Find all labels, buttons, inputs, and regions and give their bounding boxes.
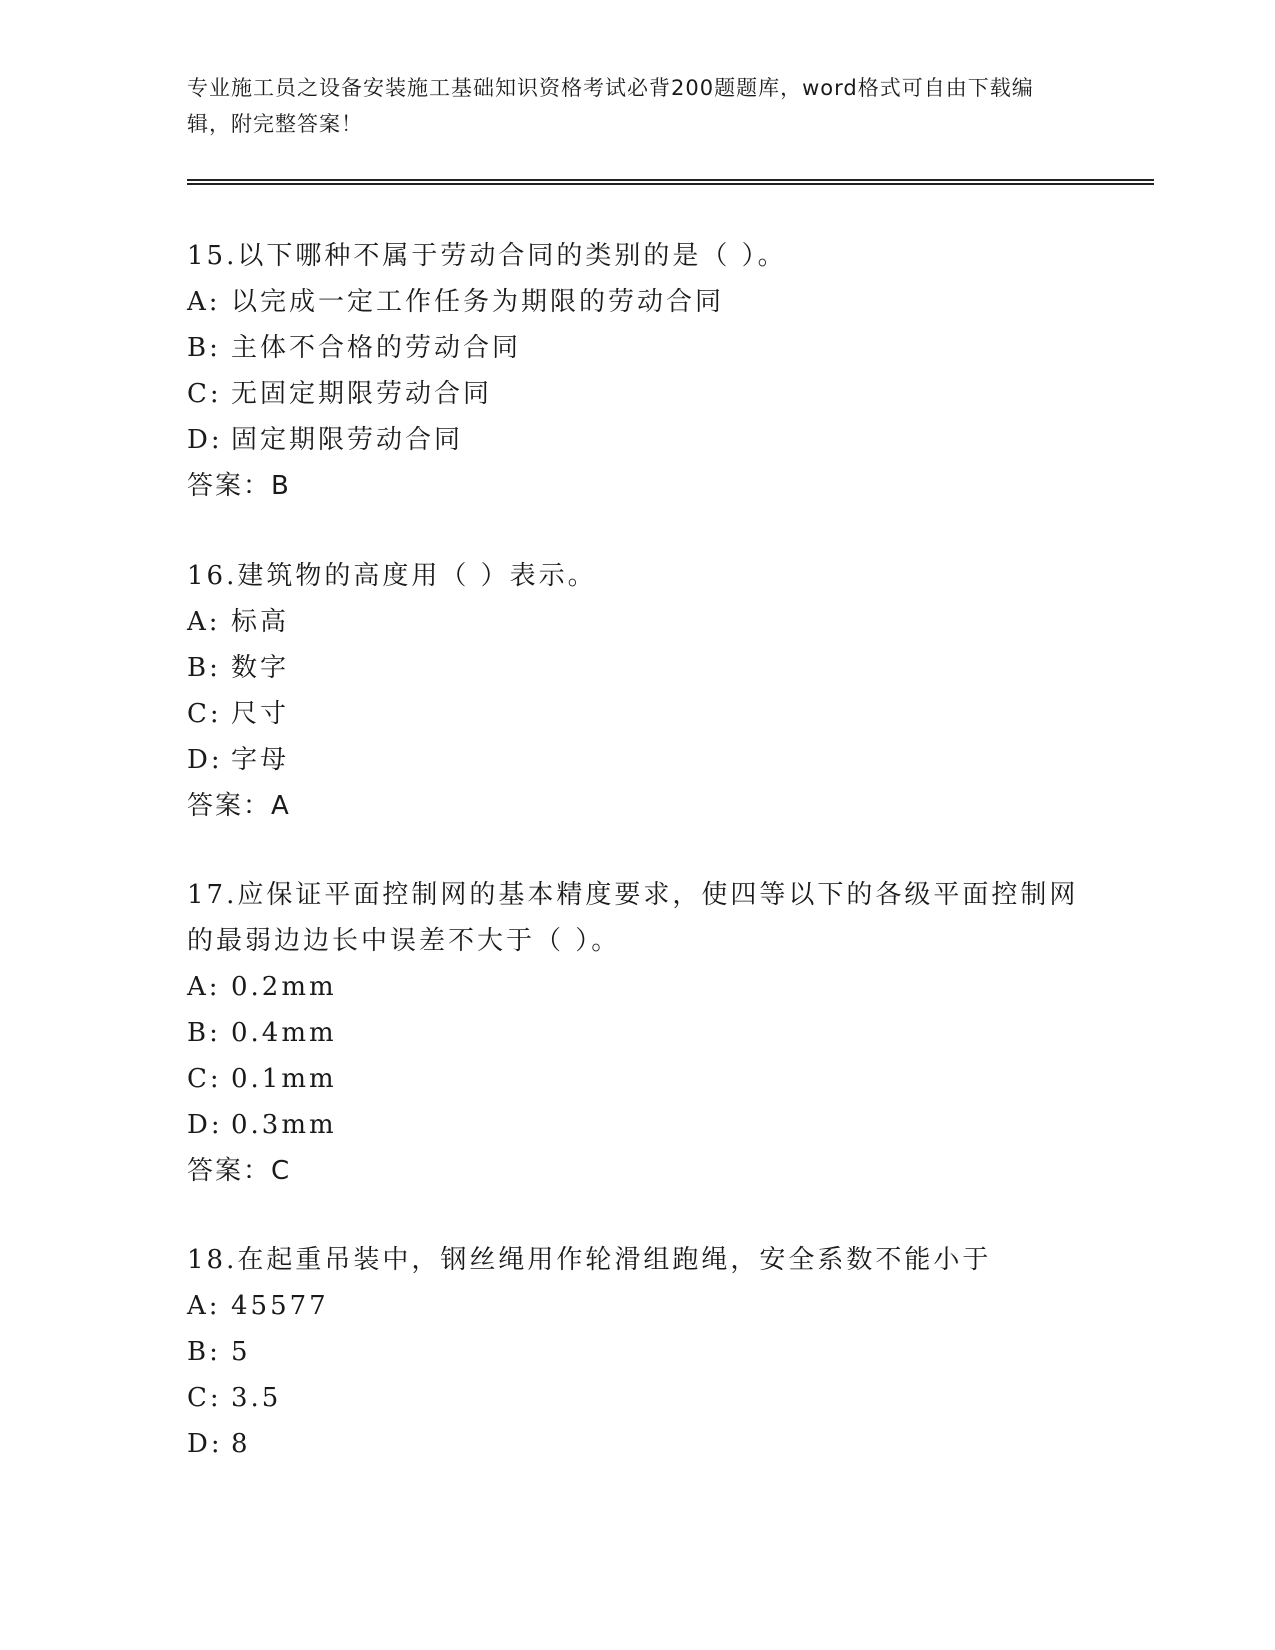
option-text: 0.3mm bbox=[231, 1110, 337, 1140]
option-c bbox=[187, 371, 1087, 417]
option-d bbox=[187, 737, 1087, 783]
option-key: D: bbox=[187, 745, 223, 775]
answer-line: 答案：C bbox=[187, 1156, 292, 1186]
question-stem: 15.以下哪种不属于劳动合同的类别的是（ ）。 bbox=[187, 241, 787, 271]
option-text: 0.4mm bbox=[231, 1018, 337, 1048]
question-stem: 16.建筑物的高度用（ ）表示。 bbox=[187, 561, 597, 591]
option-a bbox=[187, 964, 1087, 1010]
option-b bbox=[187, 645, 1087, 691]
option-text: 0.2mm bbox=[231, 972, 337, 1002]
option-d bbox=[187, 1421, 1087, 1467]
option-text: 45577 bbox=[231, 1291, 329, 1321]
option-key: A: bbox=[187, 972, 221, 1002]
option-text: 5 bbox=[231, 1337, 251, 1367]
option-text: 数字 bbox=[231, 653, 290, 683]
option-key: C: bbox=[187, 1383, 222, 1413]
option-key: A: bbox=[187, 1291, 221, 1321]
header-rule-bottom bbox=[187, 183, 1154, 185]
option-text: 字母 bbox=[231, 745, 290, 775]
option-a bbox=[187, 1283, 1087, 1329]
option-text: 无固定期限劳动合同 bbox=[231, 379, 493, 409]
option-text: 尺寸 bbox=[231, 699, 290, 729]
option-text: 主体不合格的劳动合同 bbox=[231, 333, 522, 363]
question-17 bbox=[187, 872, 1087, 1194]
option-text: 8 bbox=[231, 1429, 251, 1459]
option-key: D: bbox=[187, 425, 223, 455]
option-text: 固定期限劳动合同 bbox=[231, 425, 464, 455]
option-a bbox=[187, 599, 1087, 645]
option-text: 3.5 bbox=[231, 1383, 282, 1413]
question-16 bbox=[187, 553, 1087, 829]
header-rule-top bbox=[187, 179, 1154, 181]
option-key: D: bbox=[187, 1429, 223, 1459]
option-text: 0.1mm bbox=[231, 1064, 337, 1094]
option-a bbox=[187, 279, 1087, 325]
option-text: 以完成一定工作任务为期限的劳动合同 bbox=[231, 287, 725, 317]
option-key: A: bbox=[187, 607, 221, 637]
option-key: D: bbox=[187, 1110, 223, 1140]
answer-line: 答案：A bbox=[187, 791, 291, 821]
option-key: B: bbox=[187, 1337, 221, 1367]
option-d bbox=[187, 1102, 1087, 1148]
answer-line: 答案：B bbox=[187, 471, 291, 501]
option-text: 标高 bbox=[231, 607, 290, 637]
option-c bbox=[187, 1375, 1087, 1421]
question-stem: 17.应保证平面控制网的基本精度要求，使四等以下的各级平面控制网的最弱边边长中误差不大于（ ）。 bbox=[187, 880, 1079, 956]
option-c bbox=[187, 1056, 1087, 1102]
option-b bbox=[187, 1010, 1087, 1056]
option-b bbox=[187, 325, 1087, 371]
option-key: B: bbox=[187, 1018, 221, 1048]
question-18 bbox=[187, 1237, 1087, 1467]
option-key: C: bbox=[187, 699, 222, 729]
option-key: C: bbox=[187, 379, 222, 409]
option-key: B: bbox=[187, 653, 221, 683]
option-key: C: bbox=[187, 1064, 222, 1094]
option-b bbox=[187, 1329, 1087, 1375]
document-header: 专业施工员之设备安装施工基础知识资格考试必背200题题库，word格式可自由下载编辑，附完整答案！ bbox=[187, 76, 1034, 136]
option-key: B: bbox=[187, 333, 221, 363]
question-stem: 18.在起重吊装中，钢丝绳用作轮滑组跑绳，安全系数不能小于 bbox=[187, 1245, 992, 1275]
option-d bbox=[187, 417, 1087, 463]
question-15 bbox=[187, 233, 1087, 509]
option-key: A: bbox=[187, 287, 221, 317]
option-c bbox=[187, 691, 1087, 737]
